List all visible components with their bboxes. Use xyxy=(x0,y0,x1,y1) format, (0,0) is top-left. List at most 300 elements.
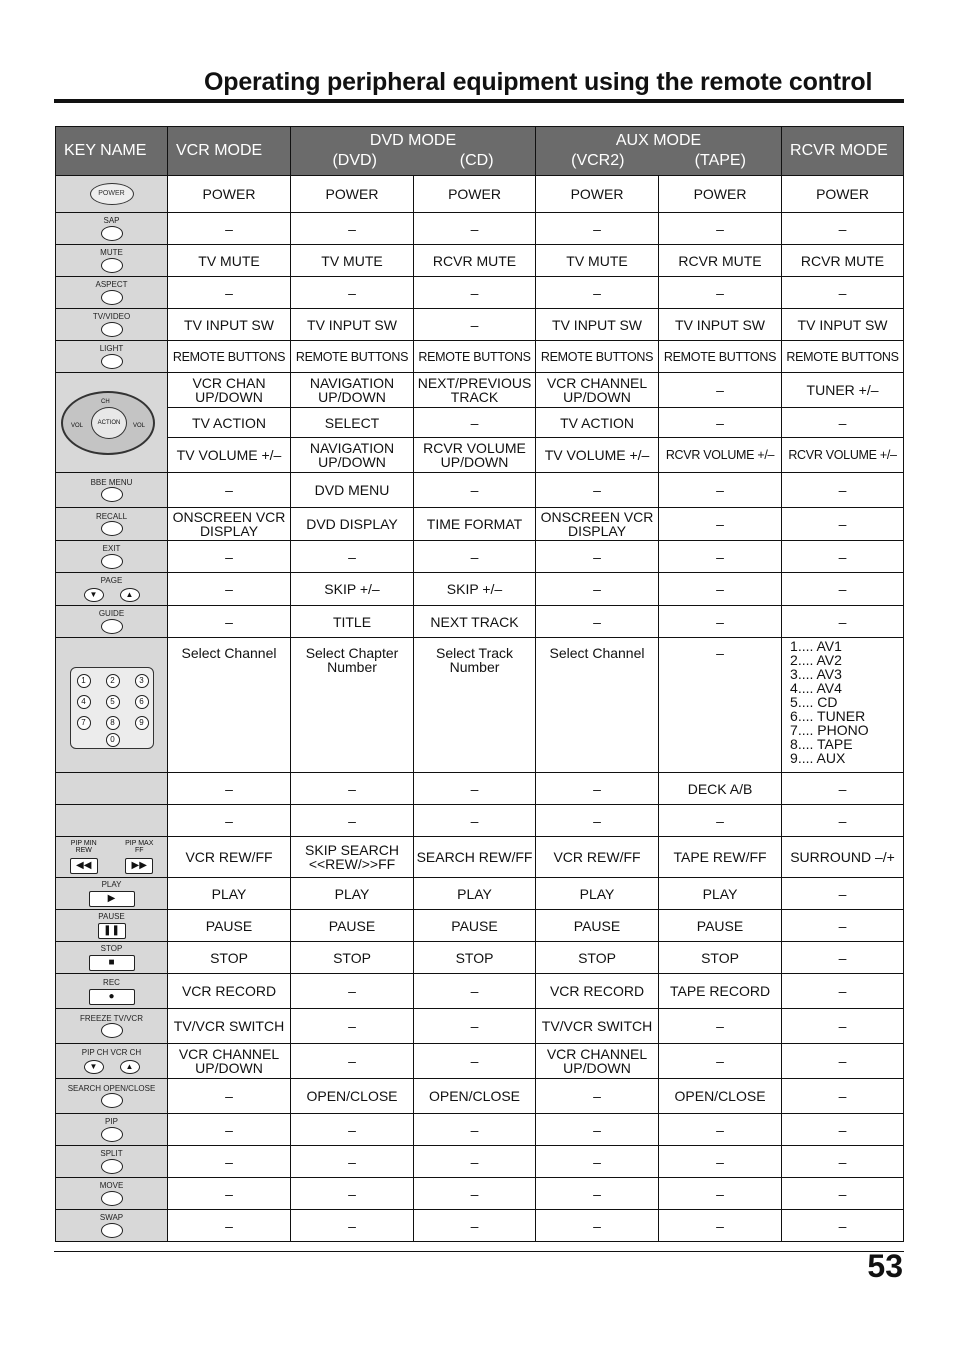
function-cell: – xyxy=(782,508,904,541)
function-cell: – xyxy=(291,805,414,837)
function-cell: PAUSE xyxy=(536,910,659,942)
function-cell: – xyxy=(782,408,904,438)
key-cell xyxy=(56,1009,168,1044)
function-cell: – xyxy=(782,1079,904,1114)
function-cell: TV/VCR SWITCH xyxy=(536,1009,659,1044)
key-cell xyxy=(56,277,168,309)
function-cell: – xyxy=(782,606,904,638)
function-cell: RCVR VOLUME +/– xyxy=(659,438,782,473)
function-cell: – xyxy=(414,773,536,805)
numeric-keypad-icon xyxy=(70,667,154,749)
table-row xyxy=(56,974,904,1009)
bbe-menu-button-icon xyxy=(101,487,123,502)
function-cell: PAUSE xyxy=(291,910,414,942)
table-row xyxy=(56,473,904,508)
function-cell: STOP xyxy=(291,942,414,974)
function-cell: – xyxy=(291,1009,414,1044)
key-label-pip-max-ff: PIP MAX FF xyxy=(125,840,154,854)
function-cell: NEXT/PREVIOUS TRACK xyxy=(414,373,536,408)
function-cell: SELECT xyxy=(291,408,414,438)
function-cell: – xyxy=(168,573,291,606)
key-cell xyxy=(56,638,168,773)
function-cell: – xyxy=(536,541,659,573)
function-cell: – xyxy=(414,1009,536,1044)
function-cell: – xyxy=(414,805,536,837)
key-cell xyxy=(56,373,168,473)
function-cell: – xyxy=(659,473,782,508)
function-cell: – xyxy=(782,1210,904,1242)
function-cell: – xyxy=(414,309,536,341)
function-cell: – xyxy=(168,1114,291,1146)
function-cell: – xyxy=(536,1210,659,1242)
key-cell xyxy=(56,176,168,213)
function-cell: TAPE RECORD xyxy=(659,974,782,1009)
function-cell: PLAY xyxy=(414,878,536,910)
function-cell: OPEN/CLOSE xyxy=(414,1079,536,1114)
function-cell: – xyxy=(782,1044,904,1079)
page-title: Operating peripheral equipment using the remote control xyxy=(204,68,873,96)
table-row xyxy=(56,341,904,373)
function-cell: REMOTE BUTTONS xyxy=(168,341,291,373)
table-row xyxy=(56,573,904,606)
function-cell: – xyxy=(168,473,291,508)
function-cell: REMOTE BUTTONS xyxy=(782,341,904,373)
key-label: PAGE xyxy=(100,576,123,585)
key-label: SPLIT xyxy=(100,1149,123,1159)
function-cell: – xyxy=(536,805,659,837)
key-cell xyxy=(56,1178,168,1210)
function-cell: VCR RECORD xyxy=(536,974,659,1009)
function-cell: VCR CHANNEL UP/DOWN xyxy=(168,1044,291,1079)
function-cell: RCVR VOLUME UP/DOWN xyxy=(414,438,536,473)
up-arrow-icon: ▲ xyxy=(120,588,140,602)
function-cell: – xyxy=(536,1079,659,1114)
function-cell: ONSCREEN VCR DISPLAY xyxy=(536,508,659,541)
table-row xyxy=(56,1044,904,1079)
function-cell: SKIP SEARCH <<REW/>>FF xyxy=(291,837,414,878)
exit-button-icon xyxy=(101,554,123,569)
function-cell: NEXT TRACK xyxy=(414,606,536,638)
function-cell: – xyxy=(168,1178,291,1210)
function-cell: OPEN/CLOSE xyxy=(659,1079,782,1114)
swap-button-icon xyxy=(101,1223,123,1238)
power-button-icon: POWER xyxy=(90,183,134,205)
table-row xyxy=(56,837,904,878)
function-cell: – xyxy=(659,508,782,541)
function-cell: – xyxy=(536,1178,659,1210)
header-aux-mode-label: AUX MODE xyxy=(615,132,702,149)
recall-button-icon xyxy=(101,521,123,536)
function-cell: TV INPUT SW xyxy=(291,309,414,341)
function-cell: ONSCREEN VCR DISPLAY xyxy=(168,508,291,541)
table-row xyxy=(56,606,904,638)
function-cell: – xyxy=(782,1114,904,1146)
function-cell: – xyxy=(414,974,536,1009)
rcvr-input-item: 8.... TAPE xyxy=(790,736,853,752)
key-label: EXIT xyxy=(102,544,121,554)
function-cell: TV INPUT SW xyxy=(168,309,291,341)
function-cell: Select Channel xyxy=(168,638,291,773)
table-row xyxy=(56,1009,904,1044)
function-cell: – xyxy=(782,473,904,508)
function-cell: – xyxy=(782,974,904,1009)
key-label: TV/VIDEO xyxy=(92,312,131,322)
function-cell: – xyxy=(782,573,904,606)
keypad-digit-icon: 1 xyxy=(77,674,91,688)
key-cell xyxy=(56,837,168,878)
function-cell: TAPE REW/FF xyxy=(659,837,782,878)
dial-ch-label: CH xyxy=(101,399,110,405)
function-cell: TV VOLUME +/– xyxy=(536,438,659,473)
function-cell: – xyxy=(414,1114,536,1146)
table-row xyxy=(56,638,904,773)
rcvr-input-item: 3.... AV3 xyxy=(790,666,842,682)
function-cell: – xyxy=(782,213,904,245)
key-label: PIP xyxy=(105,1117,118,1127)
function-cell: – xyxy=(659,573,782,606)
function-cell: – xyxy=(782,878,904,910)
function-cell: – xyxy=(659,1178,782,1210)
function-cell: VCR CHANNEL UP/DOWN xyxy=(536,1044,659,1079)
function-cell: RCVR MUTE xyxy=(782,245,904,277)
function-cell: – xyxy=(291,773,414,805)
function-cell xyxy=(782,638,904,773)
function-cell: – xyxy=(168,606,291,638)
tv-video-button-icon xyxy=(101,322,123,337)
function-cell: – xyxy=(659,606,782,638)
rew-icon: ◀◀ xyxy=(70,858,98,874)
function-cell: NAVIGATION UP/DOWN xyxy=(291,373,414,408)
key-label: RECALL xyxy=(95,511,128,521)
key-cell xyxy=(56,805,168,837)
rcvr-input-item: 2.... AV2 xyxy=(790,652,842,668)
key-label: REC xyxy=(103,977,120,987)
function-cell: – xyxy=(659,805,782,837)
function-cell: STOP xyxy=(414,942,536,974)
table-row xyxy=(56,438,904,473)
function-cell: RCVR MUTE xyxy=(659,245,782,277)
keypad-digit-icon: 6 xyxy=(135,695,149,709)
pause-icon: ❚❚ xyxy=(98,923,126,939)
function-cell: – xyxy=(414,473,536,508)
key-cell xyxy=(56,1146,168,1178)
function-cell: Select Channel xyxy=(536,638,659,773)
guide-button-icon xyxy=(101,619,123,634)
rcvr-input-item: 4.... AV4 xyxy=(790,680,842,696)
function-cell: – xyxy=(659,1009,782,1044)
function-cell: SURROUND –/+ xyxy=(782,837,904,878)
function-cell: – xyxy=(536,213,659,245)
function-cell: PAUSE xyxy=(168,910,291,942)
function-cell: Select Chapter Number xyxy=(291,638,414,773)
key-cell xyxy=(56,1044,168,1079)
key-cell xyxy=(56,213,168,245)
function-cell: – xyxy=(659,277,782,309)
function-cell: – xyxy=(168,1079,291,1114)
function-cell: – xyxy=(414,1044,536,1079)
function-cell: NAVIGATION UP/DOWN xyxy=(291,438,414,473)
function-cell: OPEN/CLOSE xyxy=(291,1079,414,1114)
table-row xyxy=(56,408,904,438)
function-cell: – xyxy=(782,1146,904,1178)
key-label: PLAY xyxy=(101,880,122,889)
key-label: MOVE xyxy=(99,1181,124,1191)
key-cell xyxy=(56,541,168,573)
key-cell xyxy=(56,1210,168,1242)
split-button-icon xyxy=(101,1159,123,1174)
keypad-digit-icon: 4 xyxy=(77,695,91,709)
title-rule xyxy=(54,99,904,103)
dial-action-label: ACTION xyxy=(91,407,127,439)
function-cell: – xyxy=(659,1146,782,1178)
function-cell: – xyxy=(168,1146,291,1178)
function-cell: DVD MENU xyxy=(291,473,414,508)
rcvr-input-item: 9.... AUX xyxy=(790,750,846,766)
play-icon: ▶ xyxy=(89,891,135,907)
function-cell: – xyxy=(414,1210,536,1242)
function-cell: – xyxy=(659,408,782,438)
function-cell: POWER xyxy=(782,176,904,213)
pip-button-icon xyxy=(101,1127,123,1142)
function-cell: REMOTE BUTTONS xyxy=(536,341,659,373)
function-cell: – xyxy=(291,1146,414,1178)
key-label: STOP xyxy=(100,944,123,953)
move-button-icon xyxy=(101,1191,123,1206)
function-cell: – xyxy=(291,1210,414,1242)
function-cell: TV MUTE xyxy=(536,245,659,277)
table-row xyxy=(56,176,904,213)
key-label: SWAP xyxy=(99,1213,124,1223)
table-row xyxy=(56,1146,904,1178)
function-cell: – xyxy=(536,1146,659,1178)
function-cell: – xyxy=(168,277,291,309)
function-cell: TIME FORMAT xyxy=(414,508,536,541)
keypad-digit-icon: 2 xyxy=(106,674,120,688)
header-aux-mode xyxy=(536,127,782,176)
table-row xyxy=(56,373,904,408)
header-vcr2-sub: (VCR2) xyxy=(571,152,625,169)
key-cell xyxy=(56,1079,168,1114)
header-key-name: KEY NAME xyxy=(56,127,168,176)
key-cell xyxy=(56,974,168,1009)
function-cell: POWER xyxy=(659,176,782,213)
function-cell: TV INPUT SW xyxy=(782,309,904,341)
keypad-digit-icon: 5 xyxy=(106,695,120,709)
header-vcr-mode: VCR MODE xyxy=(168,127,291,176)
function-cell: – xyxy=(536,277,659,309)
function-cell: TITLE xyxy=(291,606,414,638)
header-dvd-sub: (DVD) xyxy=(332,152,377,169)
table-row xyxy=(56,805,904,837)
ff-icon: ▶▶ xyxy=(125,858,153,874)
function-cell: – xyxy=(414,408,536,438)
function-cell: – xyxy=(168,213,291,245)
key-label: ASPECT xyxy=(95,280,128,290)
key-label: SAP xyxy=(103,216,120,226)
function-cell: POWER xyxy=(168,176,291,213)
rcvr-input-item: 6.... TUNER xyxy=(790,708,866,724)
function-cell: – xyxy=(659,638,782,773)
mute-button-icon xyxy=(101,258,123,273)
key-label: GUIDE xyxy=(98,609,125,619)
function-cell: – xyxy=(536,606,659,638)
function-cell: TV INPUT SW xyxy=(536,309,659,341)
key-label: BBE MENU xyxy=(90,477,133,487)
record-icon: ● xyxy=(89,989,135,1005)
table-row xyxy=(56,1079,904,1114)
function-cell: TV MUTE xyxy=(291,245,414,277)
function-cell: – xyxy=(168,773,291,805)
key-label: SEARCH OPEN/CLOSE xyxy=(67,1083,156,1093)
key-cell xyxy=(56,606,168,638)
function-cell: SEARCH REW/FF xyxy=(414,837,536,878)
light-button-icon xyxy=(101,354,123,369)
function-cell: – xyxy=(168,1210,291,1242)
function-cell: STOP xyxy=(659,942,782,974)
footer-rule xyxy=(54,1251,904,1252)
table-row xyxy=(56,541,904,573)
function-cell: – xyxy=(536,573,659,606)
header-tape-sub: (TAPE) xyxy=(694,152,746,169)
sap-button-icon xyxy=(101,226,123,241)
function-cell: TV/VCR SWITCH xyxy=(168,1009,291,1044)
function-cell: PLAY xyxy=(291,878,414,910)
table-row xyxy=(56,277,904,309)
table-row xyxy=(56,1210,904,1242)
function-cell: TUNER +/– xyxy=(782,373,904,408)
function-cell: STOP xyxy=(168,942,291,974)
key-label: PAUSE xyxy=(98,912,125,921)
function-cell: VCR REW/FF xyxy=(536,837,659,878)
function-cell: – xyxy=(536,773,659,805)
function-cell: – xyxy=(291,541,414,573)
function-cell: – xyxy=(291,1114,414,1146)
function-cell: VCR RECORD xyxy=(168,974,291,1009)
rcvr-input-item: 1.... AV1 xyxy=(790,638,842,654)
function-cell: – xyxy=(168,541,291,573)
rcvr-input-item: 7.... PHONO xyxy=(790,722,869,738)
function-cell: – xyxy=(291,213,414,245)
function-cell: Select Track Number xyxy=(414,638,536,773)
key-cell xyxy=(56,508,168,541)
page-number: 53 xyxy=(867,1248,903,1284)
function-cell: – xyxy=(659,1210,782,1242)
dial-vol-right-label: VOL xyxy=(132,423,145,429)
function-cell: PLAY xyxy=(659,878,782,910)
function-cell: PAUSE xyxy=(414,910,536,942)
function-cell: – xyxy=(659,1044,782,1079)
dial-vol-left-label: VOL xyxy=(71,423,84,429)
stop-icon: ■ xyxy=(89,955,135,971)
table-row xyxy=(56,309,904,341)
keypad-digit-icon: 3 xyxy=(135,674,149,688)
function-cell: RCVR VOLUME +/– xyxy=(782,438,904,473)
keypad-digit-icon: 8 xyxy=(106,716,120,730)
function-cell: – xyxy=(536,1114,659,1146)
function-cell: REMOTE BUTTONS xyxy=(659,341,782,373)
function-cell: REMOTE BUTTONS xyxy=(414,341,536,373)
function-cell: VCR CHAN UP/DOWN xyxy=(168,373,291,408)
table-row xyxy=(56,213,904,245)
freeze-tv-vcr-button-icon xyxy=(101,1023,123,1038)
table-row xyxy=(56,773,904,805)
key-label: PIP CH VCR CH xyxy=(81,1048,142,1057)
function-cell: – xyxy=(291,974,414,1009)
key-cell xyxy=(56,473,168,508)
function-cell: – xyxy=(536,473,659,508)
key-cell xyxy=(56,942,168,974)
table-row xyxy=(56,508,904,541)
keypad-digit-icon: 7 xyxy=(77,716,91,730)
function-cell: – xyxy=(782,805,904,837)
function-cell: – xyxy=(659,1114,782,1146)
function-cell: TV VOLUME +/– xyxy=(168,438,291,473)
function-cell: – xyxy=(659,541,782,573)
function-cell: – xyxy=(291,277,414,309)
function-cell: STOP xyxy=(536,942,659,974)
function-cell: – xyxy=(659,213,782,245)
table-row xyxy=(56,910,904,942)
up-arrow-icon: ▲ xyxy=(120,1060,140,1074)
key-cell xyxy=(56,878,168,910)
header-dvd-mode-label: DVD MODE xyxy=(369,132,457,149)
key-cell xyxy=(56,341,168,373)
function-cell: SKIP +/– xyxy=(291,573,414,606)
function-cell: POWER xyxy=(414,176,536,213)
table-row xyxy=(56,245,904,277)
function-cell: PLAY xyxy=(536,878,659,910)
key-cell xyxy=(56,910,168,942)
header-cd-sub: (CD) xyxy=(459,152,494,169)
key-cell xyxy=(56,245,168,277)
function-cell: VCR REW/FF xyxy=(168,837,291,878)
function-cell: DVD DISPLAY xyxy=(291,508,414,541)
ch-vol-dial-icon xyxy=(61,391,155,455)
function-cell: – xyxy=(782,910,904,942)
function-cell: VCR CHANNEL UP/DOWN xyxy=(536,373,659,408)
function-cell: SKIP +/– xyxy=(414,573,536,606)
down-arrow-icon: ▼ xyxy=(84,588,104,602)
table-row xyxy=(56,1114,904,1146)
key-label: FREEZE TV/VCR xyxy=(80,1013,143,1023)
function-cell: – xyxy=(782,541,904,573)
function-cell: TV MUTE xyxy=(168,245,291,277)
function-cell: – xyxy=(414,1146,536,1178)
function-cell: – xyxy=(782,277,904,309)
rcvr-input-item: 5.... CD xyxy=(790,694,838,710)
aspect-button-icon xyxy=(101,290,123,305)
header-dvd-mode xyxy=(291,127,536,176)
function-cell: – xyxy=(291,1044,414,1079)
search-open-close-button-icon xyxy=(101,1093,123,1108)
function-cell: – xyxy=(782,1178,904,1210)
key-cell xyxy=(56,773,168,805)
function-cell: PAUSE xyxy=(659,910,782,942)
function-cell: POWER xyxy=(291,176,414,213)
key-label-pip-min-rew: PIP MIN REW xyxy=(70,840,97,854)
key-cell xyxy=(56,309,168,341)
key-label: MUTE xyxy=(100,248,123,258)
key-label: LIGHT xyxy=(99,344,124,354)
down-arrow-icon: ▼ xyxy=(84,1060,104,1074)
keypad-digit-icon: 9 xyxy=(135,716,149,730)
function-cell: RCVR MUTE xyxy=(414,245,536,277)
header-rcvr-mode: RCVR MODE xyxy=(782,127,904,176)
function-cell: – xyxy=(414,277,536,309)
function-cell: TV ACTION xyxy=(168,408,291,438)
key-cell xyxy=(56,1114,168,1146)
function-cell: – xyxy=(291,1178,414,1210)
